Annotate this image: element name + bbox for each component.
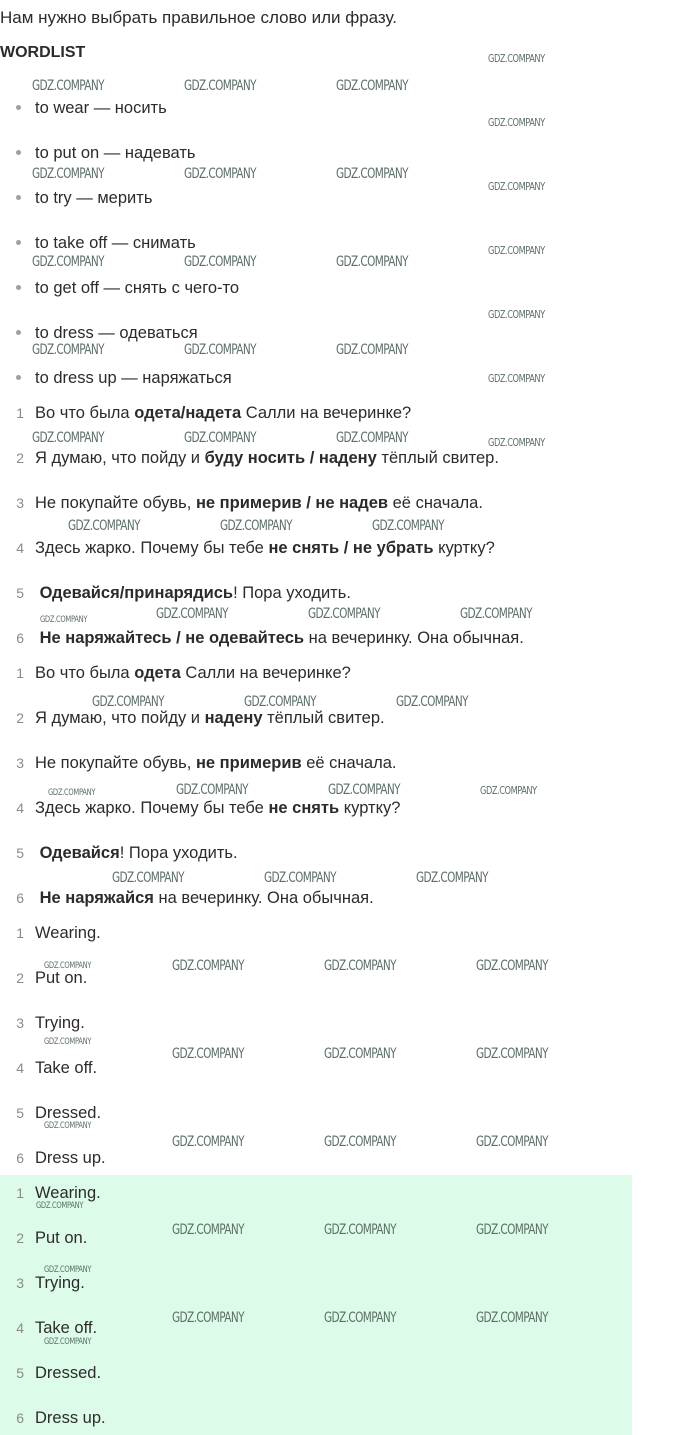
list-item: [0, 537, 495, 559]
watermark-text: GDZ.COMPANY: [176, 782, 248, 798]
item-text: Dressed.: [35, 1104, 102, 1122]
watermark-text: GDZ.COMPANY: [336, 78, 408, 94]
bullet-icon: [16, 375, 21, 380]
item-number: 3: [16, 1015, 24, 1031]
sentence-fragment: Здесь жарко. Почему бы тебе: [35, 539, 269, 557]
sentence-fragment: тёплый свитер.: [376, 449, 499, 467]
item-text: [35, 799, 400, 817]
item-text: [35, 584, 351, 602]
item-text: [35, 709, 385, 727]
wordlist-item: to try — мерить: [16, 187, 152, 209]
bullet-icon: [16, 240, 21, 245]
watermark-text: GDZ.COMPANY: [336, 430, 408, 446]
answer-phrase: Не наряжайтесь / не одевайтесь: [39, 629, 305, 647]
wordlist-item: to put on — надевать: [16, 142, 196, 164]
watermark-text: GDZ.COMPANY: [488, 372, 545, 385]
watermark-text: GDZ.COMPANY: [336, 166, 408, 182]
sentence-fragment: Я думаю, что пойду и: [35, 709, 205, 727]
watermark-text: GDZ.COMPANY: [488, 308, 545, 321]
watermark-text: GDZ.COMPANY: [44, 1037, 92, 1047]
wordlist-item: to wear — носить: [16, 97, 167, 119]
watermark-text: GDZ.COMPANY: [244, 694, 316, 710]
list-item: [0, 627, 524, 649]
watermark-text: GDZ.COMPANY: [36, 1201, 84, 1211]
item-number: 5: [16, 585, 24, 601]
item-number: 3: [16, 1275, 24, 1291]
watermark-text: GDZ.COMPANY: [156, 606, 228, 622]
watermark-text: GDZ.COMPANY: [112, 870, 184, 886]
item-number: 1: [16, 405, 24, 421]
item-text: [35, 889, 374, 907]
watermark-text: GDZ.COMPANY: [32, 254, 104, 270]
list-item: [0, 922, 101, 944]
watermark-text: GDZ.COMPANY: [92, 694, 164, 710]
sentence-fragment: на вечеринку. Она обычная.: [304, 629, 524, 647]
item-number: 3: [16, 495, 24, 511]
wordlist-item: to dress up — наряжаться: [16, 367, 232, 389]
watermark-text: GDZ.COMPANY: [328, 782, 400, 798]
list-item: [0, 842, 238, 864]
watermark-text: GDZ.COMPANY: [308, 606, 380, 622]
item-text: Trying.: [35, 1014, 85, 1032]
answer-phrase: Одевайся: [39, 844, 120, 862]
watermark-text: GDZ.COMPANY: [172, 958, 244, 974]
item-text: Dress up.: [35, 1409, 106, 1427]
item-text: [35, 629, 524, 647]
wordlist-title: WORDLIST: [0, 44, 86, 61]
watermark-text: GDZ.COMPANY: [336, 342, 408, 358]
list-item: [0, 662, 351, 684]
answer-phrase: не снять / не убрать: [268, 539, 434, 557]
sentence-fragment: на вечеринку. Она обычная.: [153, 889, 374, 907]
watermark-text: GDZ.COMPANY: [324, 1046, 396, 1062]
item-text: Wearing.: [35, 924, 101, 942]
list-item: [0, 1147, 106, 1169]
item-number: 5: [16, 1365, 24, 1381]
watermark-text: GDZ.COMPANY: [32, 342, 104, 358]
list-item: [0, 1012, 85, 1034]
watermark-text: GDZ.COMPANY: [416, 870, 488, 886]
watermark-text: GDZ.COMPANY: [488, 116, 545, 129]
sentence-fragment: Во что была: [35, 404, 135, 422]
item-text: [35, 449, 499, 467]
watermark-text: GDZ.COMPANY: [184, 430, 256, 446]
sentence-fragment: Здесь жарко. Почему бы тебе: [35, 799, 269, 817]
watermark-text: GDZ.COMPANY: [48, 788, 96, 798]
item-number: 3: [16, 755, 24, 771]
wordlist-item: to take off — снимать: [16, 232, 196, 254]
list-item: [0, 707, 385, 729]
watermark-text: GDZ.COMPANY: [324, 1310, 396, 1326]
item-number: 1: [16, 665, 24, 681]
watermark-text: GDZ.COMPANY: [44, 961, 92, 971]
watermark-text: GDZ.COMPANY: [460, 606, 532, 622]
highlighted-answer-block: [0, 1175, 632, 1435]
watermark-text: GDZ.COMPANY: [264, 870, 336, 886]
list-item: [0, 1317, 97, 1339]
sentence-fragment: Не покупайте обувь,: [35, 494, 196, 512]
item-number: 4: [16, 1060, 24, 1076]
item-text: Trying.: [35, 1274, 85, 1292]
answer-phrase: Не наряжайся: [39, 889, 154, 907]
list-item: [0, 1227, 87, 1249]
item-number: 4: [16, 1320, 24, 1336]
watermark-text: GDZ.COMPANY: [476, 1046, 548, 1062]
watermark-text: GDZ.COMPANY: [324, 1222, 396, 1238]
sentence-fragment: Салли на вечеринке?: [180, 664, 351, 682]
bullet-icon: [16, 195, 21, 200]
watermark-text: GDZ.COMPANY: [336, 254, 408, 270]
sentence-fragment: куртку?: [339, 799, 401, 817]
sentence-fragment: Не покупайте обувь,: [35, 754, 196, 772]
watermark-text: GDZ.COMPANY: [44, 1265, 92, 1275]
list-item: [0, 1362, 101, 1384]
watermark-text: GDZ.COMPANY: [184, 78, 256, 94]
watermark-text: GDZ.COMPANY: [220, 518, 292, 534]
watermark-text: GDZ.COMPANY: [488, 244, 545, 257]
watermark-text: GDZ.COMPANY: [68, 518, 140, 534]
watermark-text: GDZ.COMPANY: [488, 436, 545, 449]
bullet-icon: [16, 330, 21, 335]
watermark-text: GDZ.COMPANY: [44, 1337, 92, 1347]
item-text: [35, 494, 483, 512]
item-number: 6: [16, 630, 24, 646]
answer-phrase: надену: [204, 709, 263, 727]
list-item: [0, 1057, 97, 1079]
answer-phrase: Одевайся/принарядись: [39, 584, 234, 602]
watermark-text: GDZ.COMPANY: [476, 1222, 548, 1238]
item-text: [35, 754, 396, 772]
watermark-text: GDZ.COMPANY: [172, 1046, 244, 1062]
watermark-text: GDZ.COMPANY: [32, 166, 104, 182]
watermark-text: GDZ.COMPANY: [184, 254, 256, 270]
watermark-text: GDZ.COMPANY: [184, 342, 256, 358]
watermark-text: GDZ.COMPANY: [324, 1134, 396, 1150]
watermark-text: GDZ.COMPANY: [372, 518, 444, 534]
watermark-text: GDZ.COMPANY: [40, 615, 88, 625]
sentence-fragment: Салли на вечеринке?: [241, 404, 412, 422]
item-text: [35, 539, 495, 557]
item-number: 6: [16, 1410, 24, 1426]
watermark-text: GDZ.COMPANY: [488, 52, 545, 65]
answer-phrase: не примерив / не надев: [195, 494, 389, 512]
watermark-text: GDZ.COMPANY: [476, 1134, 548, 1150]
item-text: Put on.: [35, 969, 88, 987]
list-item: [0, 752, 396, 774]
item-text: Take off.: [35, 1319, 98, 1337]
item-number: 2: [16, 1230, 24, 1246]
bullet-icon: [16, 285, 21, 290]
item-number: 2: [16, 710, 24, 726]
item-text: Put on.: [35, 1229, 88, 1247]
list-item: [0, 1407, 106, 1429]
item-text: [35, 844, 238, 862]
sentence-fragment: ! Пора уходить.: [233, 584, 351, 602]
item-number: 1: [16, 1185, 24, 1201]
item-text: Dressed.: [35, 1364, 102, 1382]
item-text: Wearing.: [35, 1184, 101, 1202]
list-item: [0, 582, 351, 604]
sentence-fragment: куртку?: [433, 539, 495, 557]
item-number: 2: [16, 970, 24, 986]
wordlist-item: to dress — одеваться: [16, 322, 198, 344]
item-number: 2: [16, 450, 24, 466]
bullet-icon: [16, 150, 21, 155]
watermark-text: GDZ.COMPANY: [184, 166, 256, 182]
item-text: [35, 664, 351, 682]
item-number: 6: [16, 890, 24, 906]
watermark-text: GDZ.COMPANY: [488, 180, 545, 193]
item-number: 4: [16, 540, 24, 556]
answer-phrase: буду носить / надену: [204, 449, 377, 467]
watermark-text: GDZ.COMPANY: [44, 1121, 92, 1131]
item-number: 5: [16, 1105, 24, 1121]
item-number: 1: [16, 925, 24, 941]
bullet-icon: [16, 105, 21, 110]
wordlist-item: to get off — снять с чего-то: [16, 277, 239, 299]
sentence-fragment: её сначала.: [301, 754, 397, 772]
sentence-fragment: ! Пора уходить.: [119, 844, 238, 862]
list-item: [0, 492, 483, 514]
item-number: 4: [16, 800, 24, 816]
sentence-fragment: тёплый свитер.: [262, 709, 385, 727]
list-item: [0, 887, 374, 909]
answer-phrase: не снять: [268, 799, 340, 817]
watermark-text: GDZ.COMPANY: [480, 784, 537, 797]
item-number: 5: [16, 845, 24, 861]
list-item: [0, 797, 400, 819]
item-text: Dress up.: [35, 1149, 106, 1167]
item-text: [35, 404, 411, 422]
watermark-text: GDZ.COMPANY: [32, 430, 104, 446]
list-item: [0, 447, 499, 469]
watermark-text: GDZ.COMPANY: [476, 958, 548, 974]
sentence-fragment: Во что была: [35, 664, 135, 682]
sentence-fragment: Я думаю, что пойду и: [35, 449, 205, 467]
sentence-fragment: её сначала.: [388, 494, 483, 512]
item-number: 6: [16, 1150, 24, 1166]
watermark-text: GDZ.COMPANY: [32, 78, 104, 94]
item-text: Take off.: [35, 1059, 98, 1077]
answer-phrase: одета: [134, 664, 181, 682]
answer-phrase: одета/надета: [134, 404, 242, 422]
list-item: [0, 1272, 85, 1294]
watermark-text: GDZ.COMPANY: [172, 1310, 244, 1326]
watermark-text: GDZ.COMPANY: [476, 1310, 548, 1326]
watermark-text: GDZ.COMPANY: [172, 1134, 244, 1150]
watermark-text: GDZ.COMPANY: [172, 1222, 244, 1238]
watermark-text: GDZ.COMPANY: [324, 958, 396, 974]
watermark-text: GDZ.COMPANY: [396, 694, 468, 710]
answer-phrase: не примерив: [195, 754, 302, 772]
list-item: [0, 402, 411, 424]
intro-text: Нам нужно выбрать правильное слово или фразу.: [0, 8, 398, 27]
